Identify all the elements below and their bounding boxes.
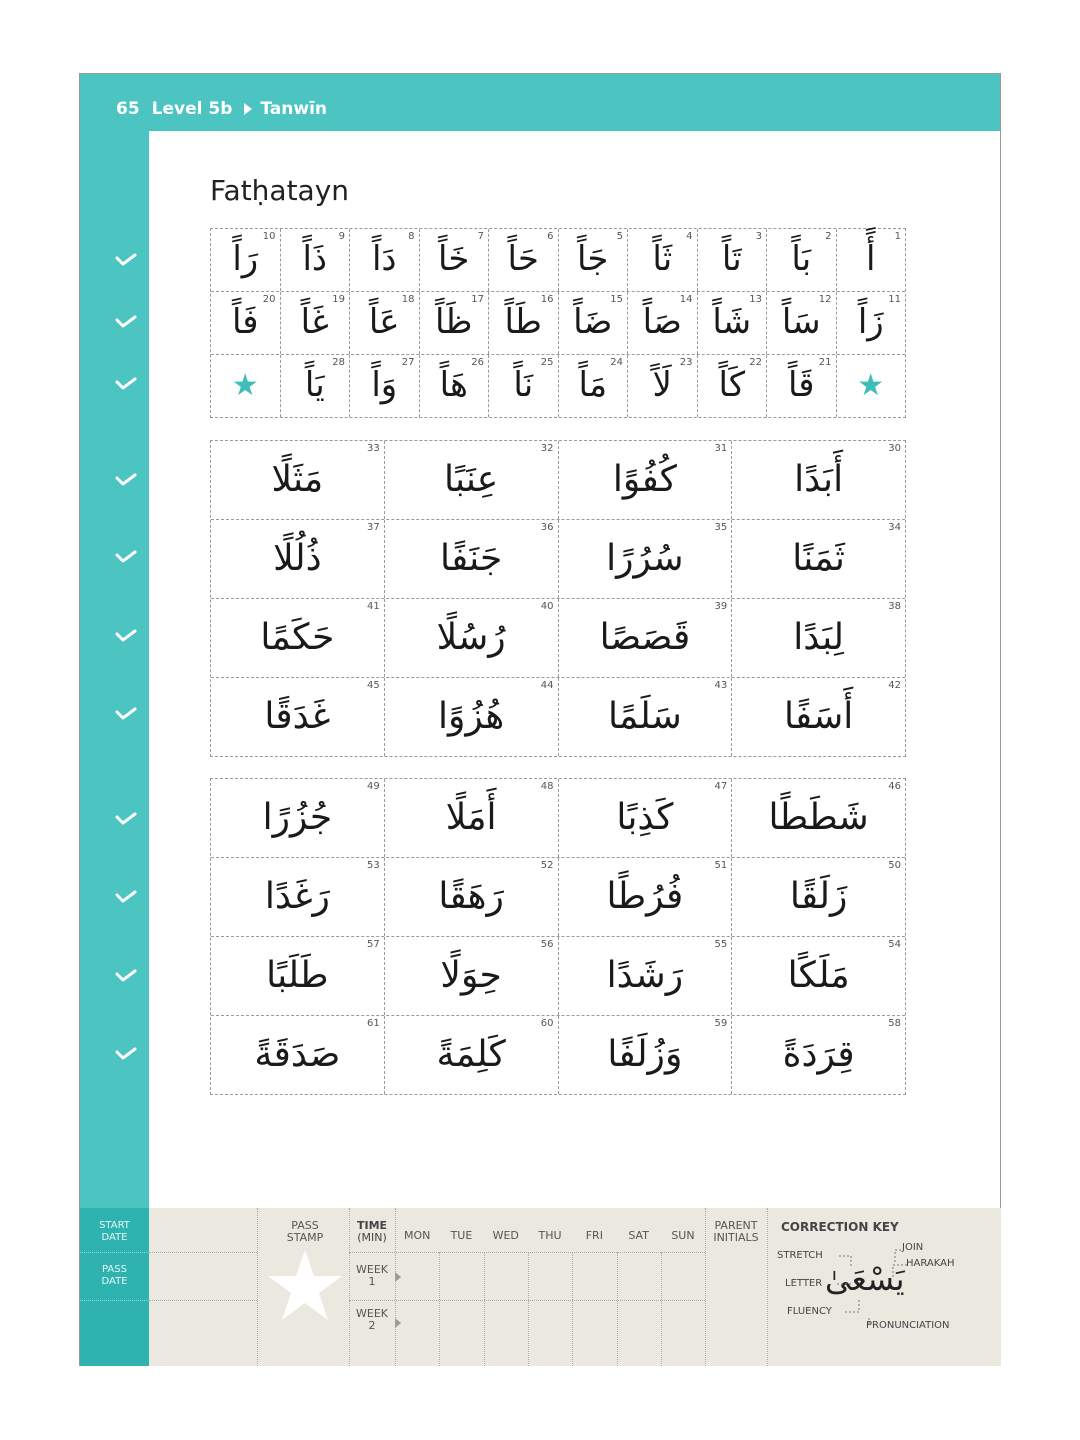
word-cell[interactable] xyxy=(211,599,384,677)
item-number: 10 xyxy=(262,231,276,242)
word-cell[interactable] xyxy=(211,1016,384,1094)
word-cell[interactable] xyxy=(384,858,558,936)
item-number: 18 xyxy=(401,294,415,305)
word-cell[interactable] xyxy=(211,779,384,857)
item-number: 13 xyxy=(749,294,762,305)
word-cell[interactable] xyxy=(384,937,558,1015)
item-number: 15 xyxy=(610,294,623,305)
letter-cell[interactable] xyxy=(836,292,906,354)
arabic-word: أَمَلًا xyxy=(445,797,497,838)
arabic-letter: سَا xyxy=(781,302,821,342)
arabic-word: جُزُرًا xyxy=(262,797,333,838)
week-1-label: WEEK 1 xyxy=(356,1263,388,1288)
item-number: 57 xyxy=(367,939,380,950)
arabic-word: سَلَمًا xyxy=(607,696,682,737)
letter-cell[interactable] xyxy=(211,355,280,417)
word-cell[interactable] xyxy=(731,599,905,677)
arabic-letter: نَا xyxy=(513,365,534,405)
arabic-letter: ذَا xyxy=(302,239,328,279)
checkmark-icon xyxy=(115,314,137,328)
item-number: 45 xyxy=(367,680,380,691)
letter-cell[interactable] xyxy=(627,355,697,417)
letter-cell[interactable] xyxy=(211,229,280,291)
item-number: 47 xyxy=(714,781,728,792)
word-row xyxy=(211,779,905,857)
item-number: 22 xyxy=(749,357,762,368)
letter-cell[interactable] xyxy=(836,355,906,417)
checkmark-icon xyxy=(115,472,137,486)
item-number: 46 xyxy=(888,781,901,792)
item-number: 27 xyxy=(401,357,415,368)
word-cell[interactable] xyxy=(731,779,905,857)
checkmark-icon xyxy=(115,1046,137,1060)
arabic-letter: عَا xyxy=(368,302,400,342)
item-number: 28 xyxy=(332,357,345,368)
word-row xyxy=(211,441,905,519)
arabic-word: فُرُطًا xyxy=(606,876,684,917)
letter-cell[interactable] xyxy=(697,229,767,291)
item-number: 30 xyxy=(888,443,901,454)
parent-initials-label: PARENT INITIALS xyxy=(713,1219,759,1244)
item-number: 55 xyxy=(714,939,728,950)
arabic-letter: يَا xyxy=(304,365,325,405)
item-number: 36 xyxy=(540,522,554,533)
harakah-label: HARAKAH xyxy=(906,1258,955,1269)
item-number: 50 xyxy=(888,860,901,871)
item-number: 17 xyxy=(471,294,484,305)
progress-footer xyxy=(149,1208,1001,1366)
arabic-letter: تَا xyxy=(721,239,742,279)
word-cell[interactable] xyxy=(731,441,905,519)
arabic-letter: فَا xyxy=(231,302,259,342)
item-number: 23 xyxy=(679,357,693,368)
pronunciation-label: PRONUNCIATION xyxy=(866,1320,950,1331)
letter-cell[interactable] xyxy=(488,229,558,291)
item-number: 5 xyxy=(616,231,623,242)
fluency-label: FLUENCY xyxy=(787,1306,832,1317)
item-number: 21 xyxy=(818,357,832,368)
join-label: JOIN xyxy=(902,1242,924,1253)
item-number: 39 xyxy=(714,601,728,612)
checkmark-icon xyxy=(115,889,137,903)
pass-date-label: PASS DATE xyxy=(101,1264,128,1287)
letter-cell[interactable] xyxy=(697,355,767,417)
day-label: FRI xyxy=(585,1229,603,1242)
page-number: 65 xyxy=(116,99,140,119)
word-cell[interactable] xyxy=(731,678,905,756)
word-cell[interactable] xyxy=(558,937,732,1015)
letter-grid xyxy=(210,228,906,418)
word-cell[interactable] xyxy=(211,858,384,936)
letter-cell[interactable] xyxy=(627,292,697,354)
arabic-word: رُسُلًا xyxy=(436,617,506,658)
item-number: 6 xyxy=(547,231,554,242)
arabic-letter: خَا xyxy=(438,239,470,279)
arabic-word: رَشَدًا xyxy=(606,955,684,996)
item-number: 25 xyxy=(540,357,554,368)
letter-cell[interactable] xyxy=(488,355,558,417)
word-cell[interactable] xyxy=(731,937,905,1015)
letter-cell[interactable] xyxy=(211,292,280,354)
word-row xyxy=(211,857,905,936)
arabic-letter: كَا xyxy=(718,365,746,405)
item-number: 43 xyxy=(714,680,728,691)
letter-cell[interactable] xyxy=(349,229,419,291)
time-label: TIME (MIN) xyxy=(356,1219,388,1244)
arabic-letter: صَا xyxy=(642,302,682,342)
correction-key-leaders xyxy=(769,1238,999,1348)
arabic-word: حِوَلًا xyxy=(440,955,502,996)
workbook-page xyxy=(79,73,1001,1366)
letter-cell[interactable] xyxy=(419,355,489,417)
arabic-letter: بَا xyxy=(791,239,812,279)
word-cell[interactable] xyxy=(211,678,384,756)
arabic-letter: دَا xyxy=(371,239,397,279)
item-number: 14 xyxy=(679,294,693,305)
word-cell[interactable] xyxy=(384,520,558,598)
item-number: 41 xyxy=(367,601,380,612)
letter-cell[interactable] xyxy=(558,229,628,291)
arabic-letter: حَا xyxy=(507,239,539,279)
item-number: 19 xyxy=(332,294,345,305)
arabic-word: كَذِبًا xyxy=(616,797,674,838)
letter-cell[interactable] xyxy=(349,292,419,354)
day-label: THU xyxy=(538,1229,562,1242)
checkmark-icon xyxy=(115,252,137,266)
week-2-label: WEEK 2 xyxy=(356,1307,388,1332)
letter-cell[interactable] xyxy=(836,229,906,291)
item-number: 44 xyxy=(540,680,554,691)
checkmark-icon xyxy=(115,706,137,720)
arabic-word: جَنَفًا xyxy=(439,538,503,579)
word-cell[interactable] xyxy=(558,599,732,677)
word-cell[interactable] xyxy=(731,520,905,598)
letter-cell[interactable] xyxy=(419,292,489,354)
letter-cell[interactable] xyxy=(280,355,350,417)
word-row xyxy=(211,519,905,598)
word-cell[interactable] xyxy=(731,858,905,936)
item-number: 49 xyxy=(367,781,380,792)
letter-cell[interactable] xyxy=(766,355,836,417)
checkmark-icon xyxy=(115,549,137,563)
arabic-word: زَلَقًا xyxy=(789,876,848,917)
chevron-right-icon xyxy=(244,103,252,115)
arabic-letter: رَا xyxy=(232,239,259,279)
day-label: MON xyxy=(403,1229,431,1242)
level-label: Level 5b xyxy=(151,99,233,119)
word-cell[interactable] xyxy=(558,858,732,936)
item-number: 20 xyxy=(262,294,276,305)
word-row xyxy=(211,936,905,1015)
item-number: 52 xyxy=(540,860,554,871)
item-number: 53 xyxy=(367,860,380,871)
arabic-letter: مَا xyxy=(578,365,608,405)
arabic-letter: شَا xyxy=(712,302,752,342)
arabic-word: ذُلُلًا xyxy=(273,538,322,579)
item-number: 37 xyxy=(367,522,380,533)
word-grid-2 xyxy=(210,778,906,1095)
word-cell[interactable] xyxy=(211,441,384,519)
arabic-letter: غَا xyxy=(300,302,329,342)
word-cell[interactable] xyxy=(384,678,558,756)
word-cell[interactable] xyxy=(211,937,384,1015)
arabic-word: رَغَدًا xyxy=(264,876,330,917)
item-number: 34 xyxy=(888,522,901,533)
star-icon: ★ xyxy=(231,368,259,403)
arabic-word: مَلَكًا xyxy=(787,955,850,996)
arabic-word: غَدَقًا xyxy=(264,696,331,737)
footer-sidebar xyxy=(80,1208,149,1366)
item-number: 4 xyxy=(686,231,693,242)
letter-cell[interactable] xyxy=(419,229,489,291)
item-number: 42 xyxy=(888,680,901,691)
item-number: 16 xyxy=(540,294,554,305)
word-row xyxy=(211,677,905,756)
arabic-word: قِرَدَةً xyxy=(782,1034,855,1075)
arabic-word: عِنَبًا xyxy=(444,459,499,500)
day-label: SUN xyxy=(671,1229,695,1242)
arabic-word: أَبَدًا xyxy=(794,459,844,500)
arabic-word: طَلَبًا xyxy=(266,955,329,996)
item-number: 38 xyxy=(888,601,901,612)
correction-key-title: CORRECTION KEY xyxy=(781,1220,899,1234)
letter-cell[interactable] xyxy=(766,229,836,291)
stretch-label: STRETCH xyxy=(777,1250,823,1261)
start-date-label: START DATE xyxy=(99,1220,130,1243)
item-number: 12 xyxy=(818,294,832,305)
arabic-word: شَطَطًا xyxy=(768,797,869,838)
item-number: 2 xyxy=(825,231,832,242)
checkmark-icon xyxy=(115,811,137,825)
letter-cell[interactable] xyxy=(766,292,836,354)
arabic-word: سُرُرًا xyxy=(606,538,684,579)
arabic-word: رَهَقًا xyxy=(438,876,504,917)
letter-cell[interactable] xyxy=(558,355,628,417)
arabic-word: أَسَفًا xyxy=(783,696,854,737)
item-number: 7 xyxy=(477,231,484,242)
item-number: 24 xyxy=(610,357,623,368)
arabic-word: هُزُوًا xyxy=(438,696,505,737)
word-cell[interactable] xyxy=(384,1016,558,1094)
page-title: Fatḥatayn xyxy=(210,174,350,207)
letter-row xyxy=(211,354,905,417)
word-cell[interactable] xyxy=(384,779,558,857)
item-number: 1 xyxy=(894,231,901,242)
arabic-word: صَدَقَةً xyxy=(254,1034,341,1075)
arabic-letter: زَا xyxy=(857,302,884,342)
item-number: 11 xyxy=(888,294,901,305)
item-number: 31 xyxy=(714,443,728,454)
item-number: 32 xyxy=(540,443,554,454)
arabic-word: لِبَدًا xyxy=(793,617,844,658)
word-cell[interactable] xyxy=(558,520,732,598)
word-cell[interactable] xyxy=(384,441,558,519)
arabic-letter: جَا xyxy=(577,239,609,279)
letter-cell[interactable] xyxy=(349,355,419,417)
word-cell[interactable] xyxy=(384,599,558,677)
arabic-word: مَثَلًا xyxy=(271,459,324,500)
item-number: 48 xyxy=(540,781,554,792)
correction-example-word: يَسْعَىٰ xyxy=(825,1260,905,1298)
arabic-letter: قَا xyxy=(787,365,815,405)
word-row xyxy=(211,598,905,677)
item-number: 58 xyxy=(888,1018,901,1029)
item-number: 33 xyxy=(367,443,380,454)
day-label: TUE xyxy=(450,1229,473,1242)
arabic-letter: لَا xyxy=(652,365,672,405)
word-cell[interactable] xyxy=(558,1016,732,1094)
header-text xyxy=(116,99,327,119)
item-number: 60 xyxy=(540,1018,554,1029)
pass-stamp-label: PASS STAMP xyxy=(286,1219,324,1244)
word-cell[interactable] xyxy=(731,1016,905,1094)
letter-row xyxy=(211,291,905,354)
arabic-word: كَلِمَةً xyxy=(436,1034,506,1075)
word-row xyxy=(211,1015,905,1094)
letter-cell[interactable] xyxy=(488,292,558,354)
letter-label: LETTER xyxy=(785,1278,823,1289)
topic-label: Tanwīn xyxy=(260,99,328,119)
item-number: 56 xyxy=(540,939,554,950)
arabic-letter: ثَا xyxy=(652,239,673,279)
arabic-word: قَصَصًا xyxy=(599,617,691,658)
item-number: 61 xyxy=(367,1018,380,1029)
word-cell[interactable] xyxy=(211,520,384,598)
day-label: SAT xyxy=(628,1229,649,1242)
word-grid-1 xyxy=(210,440,906,757)
item-number: 40 xyxy=(540,601,554,612)
letter-cell[interactable] xyxy=(280,292,350,354)
star-icon xyxy=(267,1248,343,1322)
letter-cell[interactable] xyxy=(280,229,350,291)
arabic-letter: وَا xyxy=(371,365,398,405)
item-number: 51 xyxy=(714,860,728,871)
header-bar xyxy=(80,74,1000,131)
day-label: WED xyxy=(492,1229,519,1242)
item-number: 54 xyxy=(888,939,901,950)
item-number: 3 xyxy=(755,231,762,242)
letter-cell[interactable] xyxy=(558,292,628,354)
letter-row xyxy=(211,229,905,291)
star-icon: ★ xyxy=(857,368,885,403)
arabic-letter: هَا xyxy=(439,365,468,405)
item-number: 35 xyxy=(714,522,728,533)
arabic-letter: ظَا xyxy=(435,302,473,342)
word-cell[interactable] xyxy=(558,441,732,519)
arabic-word: ثَمَنًا xyxy=(792,538,845,579)
arabic-word: حَكَمًا xyxy=(260,617,335,658)
checkmark-icon xyxy=(115,376,137,390)
item-number: 8 xyxy=(408,231,415,242)
item-number: 9 xyxy=(338,231,345,242)
arabic-word: وَزُلَفًا xyxy=(607,1034,683,1075)
item-number: 26 xyxy=(471,357,484,368)
arabic-letter: أ xyxy=(866,239,876,279)
item-number: 59 xyxy=(714,1018,728,1029)
arabic-letter: طَا xyxy=(504,302,542,342)
checkmark-icon xyxy=(115,968,137,982)
word-cell[interactable] xyxy=(558,678,732,756)
arabic-word: كُفُوًا xyxy=(612,459,677,500)
arabic-letter: ضَا xyxy=(573,302,613,342)
letter-cell[interactable] xyxy=(627,229,697,291)
checkmark-icon xyxy=(115,628,137,642)
word-cell[interactable] xyxy=(558,779,732,857)
letter-cell[interactable] xyxy=(697,292,767,354)
